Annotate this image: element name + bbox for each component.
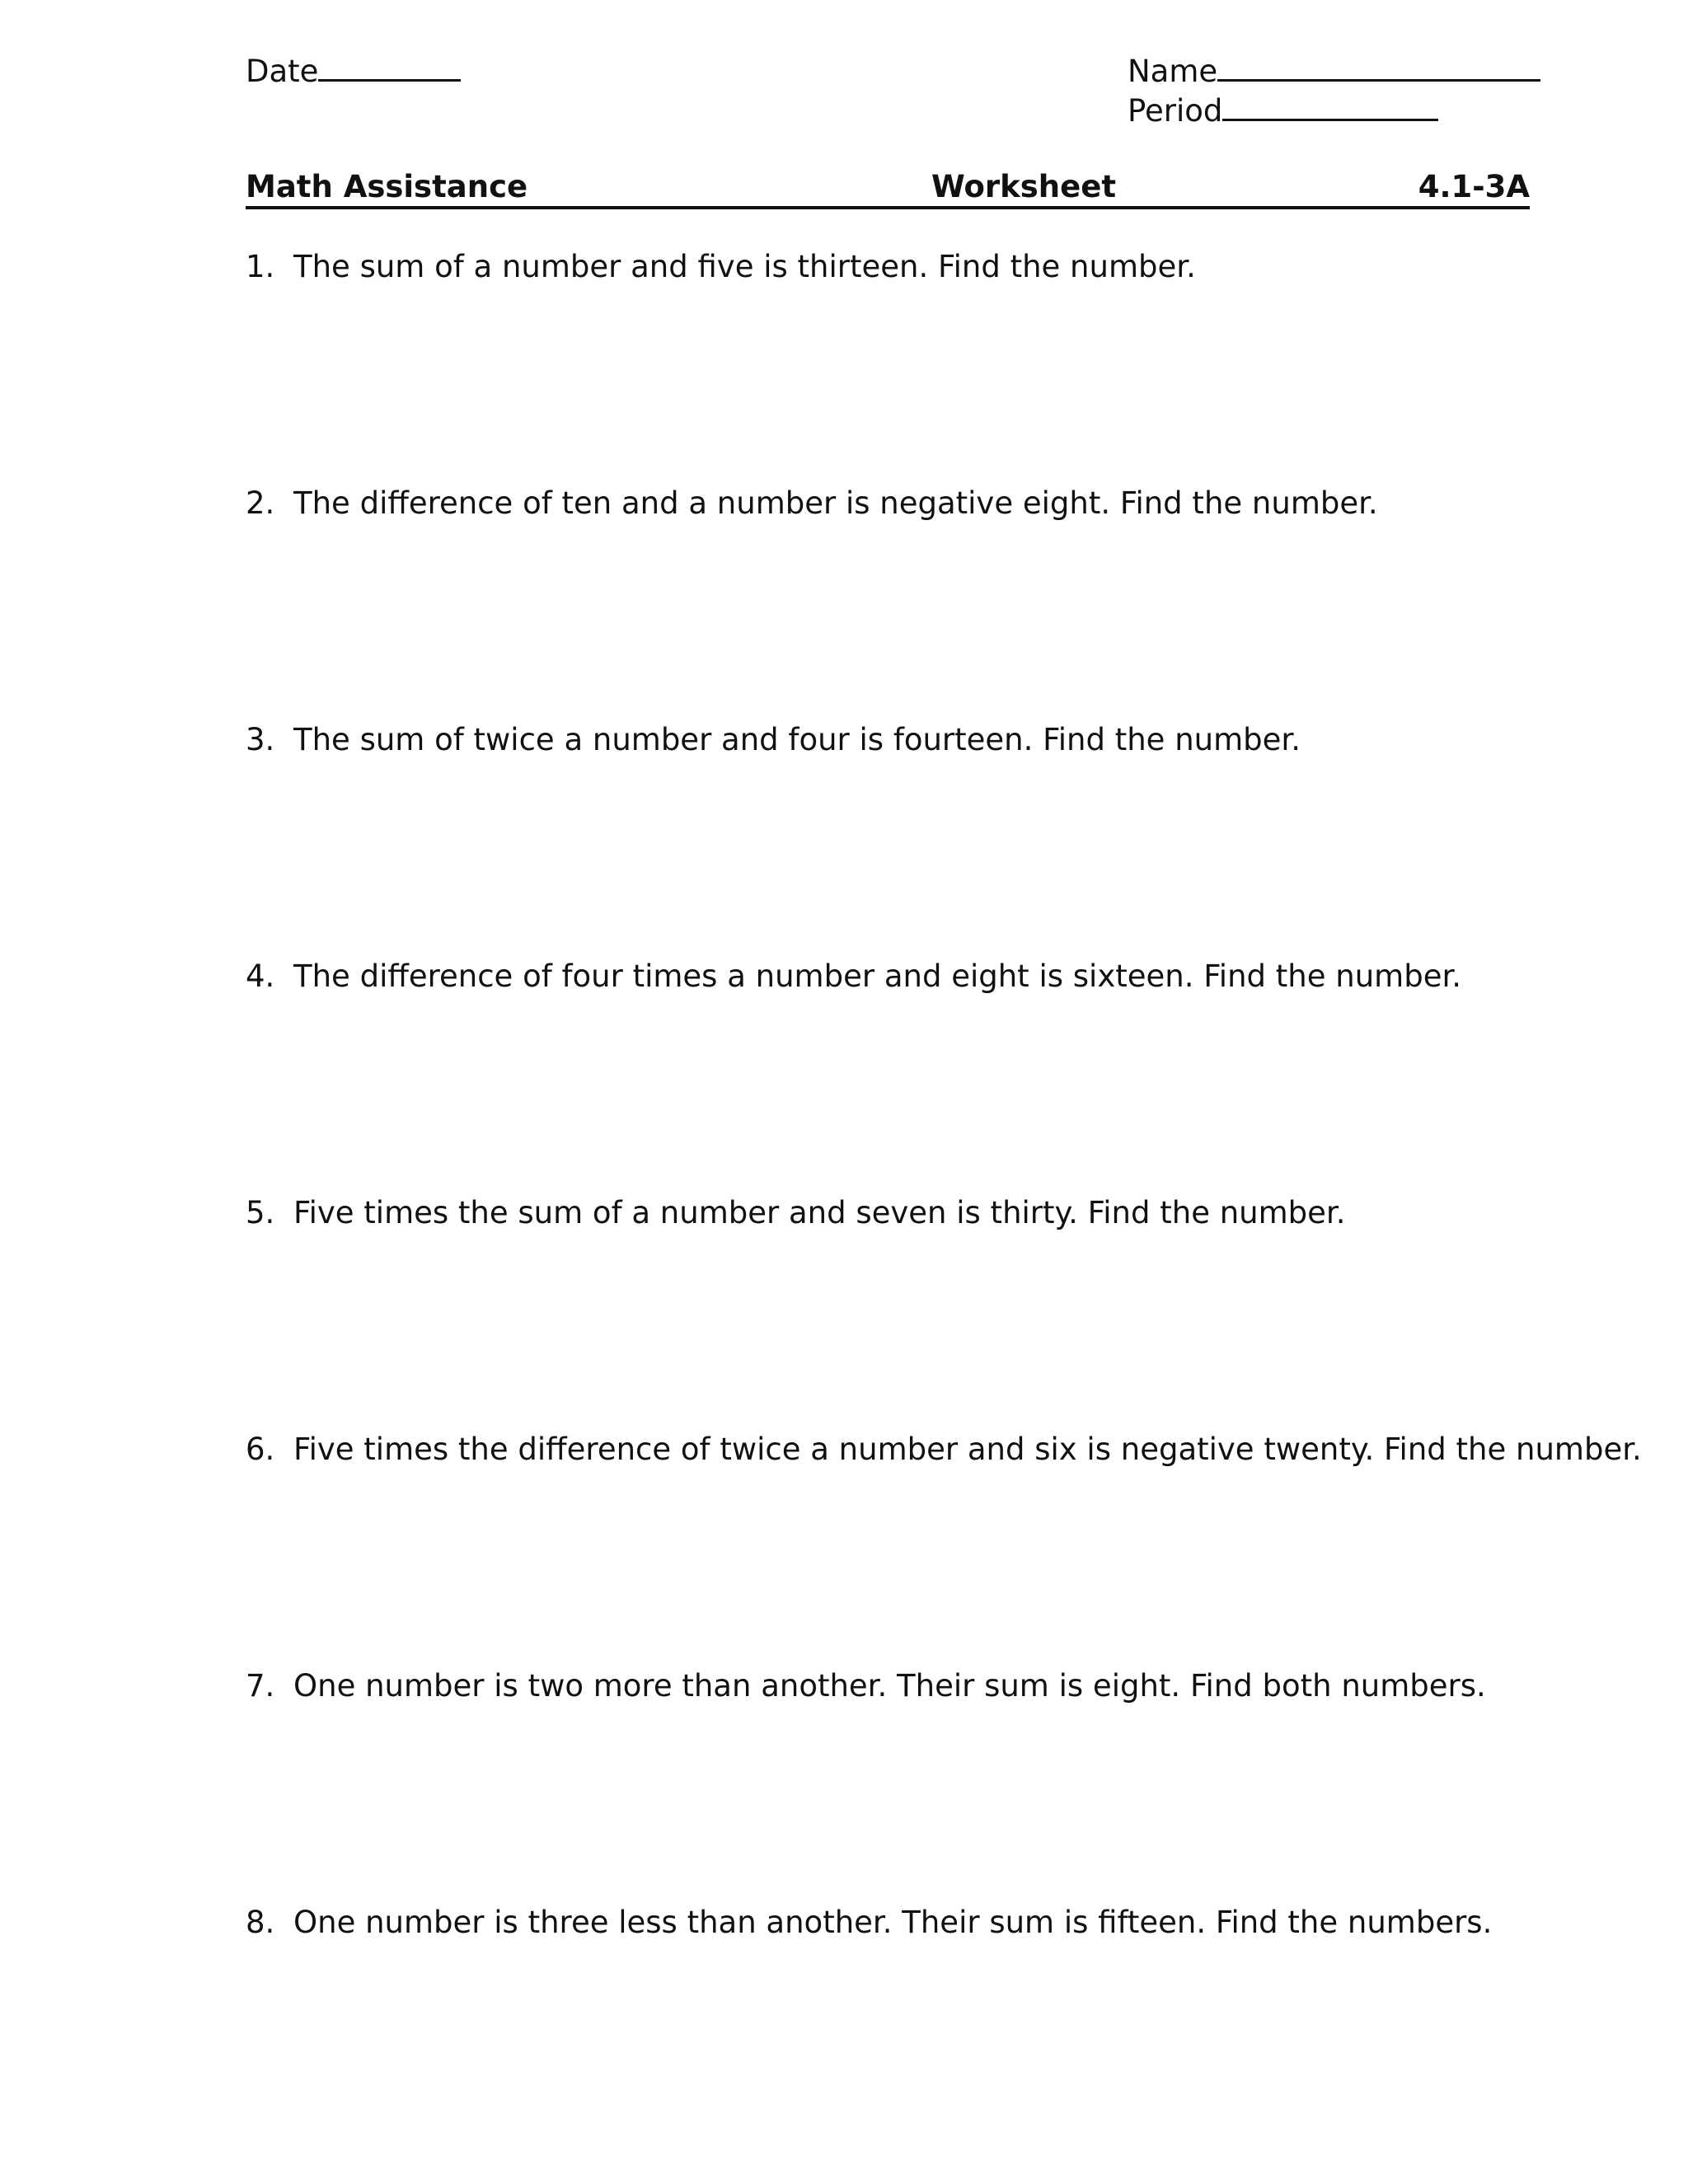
problem-number: 3. (246, 722, 275, 757)
problem-text: One number is three less than another. Their sum is fifteen. Find the numbers. (293, 1905, 1493, 1940)
problem-number: 7. (246, 1668, 275, 1704)
problem-number: 5. (246, 1195, 275, 1230)
problem-3 (246, 722, 1301, 758)
problem-text: Five times the sum of a number and seven is thirty. Find the number. (293, 1195, 1346, 1230)
course-title: Math Assistance (246, 169, 528, 204)
date-blank-line[interactable] (318, 51, 461, 82)
problem-text: Five times the difference of twice a number and six is negative twenty. Find the number. (293, 1432, 1642, 1467)
problem-number: 1. (246, 249, 275, 284)
problem-6 (246, 1432, 1642, 1468)
problem-5 (246, 1195, 1345, 1231)
name-label: Name (1128, 54, 1218, 89)
name-field (1128, 51, 1540, 90)
problem-text: The sum of a number and five is thirteen. Find the number. (293, 249, 1196, 284)
problem-text: The difference of four times a number and eight is sixteen. Find the number. (293, 958, 1462, 994)
period-label: Period (1128, 93, 1223, 129)
worksheet-label: Worksheet (931, 169, 1117, 204)
problem-2 (246, 485, 1378, 522)
problem-number: 6. (246, 1432, 275, 1467)
problem-4 (246, 958, 1461, 995)
problem-number: 2. (246, 485, 275, 521)
worksheet-title-bar (246, 168, 1530, 209)
problem-number: 8. (246, 1905, 275, 1940)
problem-8 (246, 1905, 1492, 1941)
name-blank-line[interactable] (1217, 51, 1540, 82)
date-field (246, 51, 461, 90)
problem-number: 4. (246, 958, 275, 994)
problem-7 (246, 1668, 1486, 1704)
worksheet-code: 4.1-3A (1418, 169, 1530, 204)
problem-text: The difference of ten and a number is negative eight. Find the number. (293, 485, 1378, 521)
date-label: Date (246, 54, 319, 89)
problem-text: The sum of twice a number and four is fourteen. Find the number. (293, 722, 1301, 757)
problem-text: One number is two more than another. Their sum is eight. Find both numbers. (293, 1668, 1486, 1704)
period-blank-line[interactable] (1222, 91, 1438, 121)
period-field (1128, 91, 1438, 129)
problem-1 (246, 249, 1196, 285)
